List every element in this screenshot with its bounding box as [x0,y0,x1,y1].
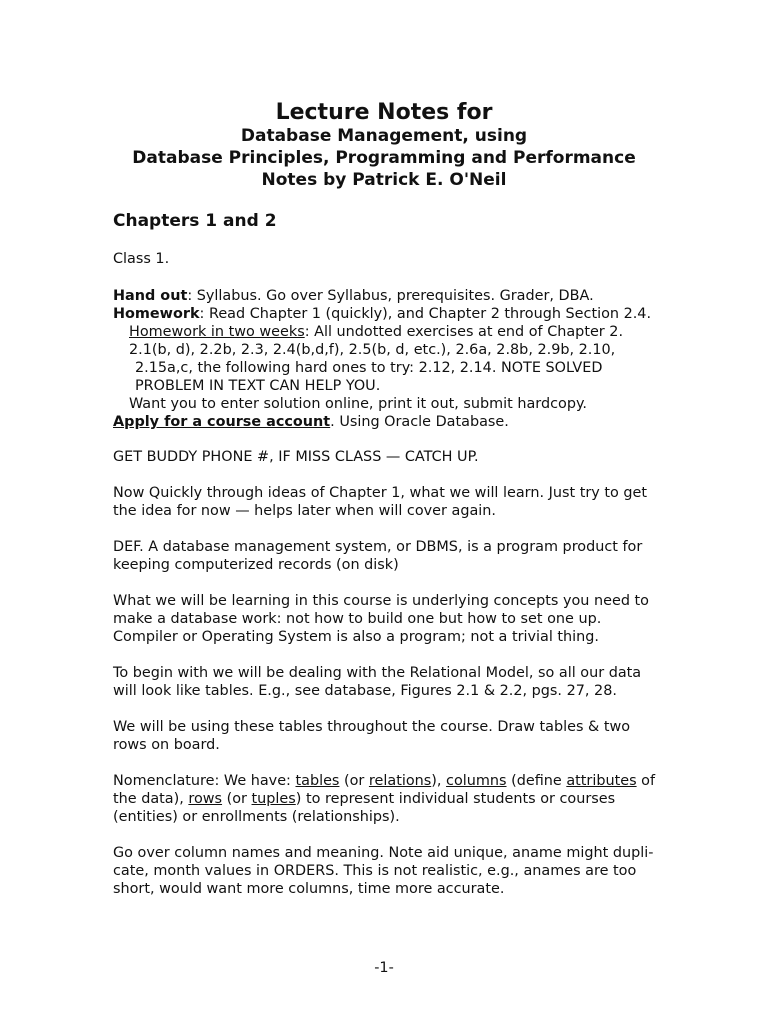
homework-two-weeks-label: Homework in two weeks [129,324,305,340]
term-tuples: tuples [251,791,296,807]
homework-label: Homework [113,306,200,322]
paragraph-quickly-line2: the idea for now — helps later when will cover again. [113,503,496,519]
buddy-line: GET BUDDY PHONE #, IF MISS CLASS — CATCH UP. [113,449,479,465]
paragraph-learning-line2: make a database work: not how to build one but how to set one up. [113,611,602,627]
homework-exercises-line2: 2.15a,c, the following hard ones to try: 2.12, 2.14. NOTE SOLVED [135,360,603,376]
paragraph-tables-line2: rows on board. [113,737,220,753]
nomenclature-text: (or [339,773,369,789]
section-heading: Chapters 1 and 2 [113,211,277,231]
paragraph-relational-line2: will look like tables. E.g., see database, Figures 2.1 & 2.2, pgs. 27, 28. [113,683,617,699]
term-columns: columns [446,773,507,789]
paragraph-quickly-line1: Now Quickly through ideas of Chapter 1, what we will learn. Just try to get [113,485,647,501]
doc-title: Lecture Notes for [275,100,493,125]
paragraph-columns-line1: Go over column names and meaning. Note aid unique, aname might dupli- [113,845,654,861]
nomenclature-line2 [113,790,615,808]
paragraph-def-line1: DEF. A database management system, or DBMS, is a program product for [113,539,643,555]
paragraph-columns-line3: short, would want more columns, time more accurate. [113,881,505,897]
homework-exercises-line3: PROBLEM IN TEXT CAN HELP YOU. [135,378,381,394]
homework-line [113,305,651,323]
term-relations: relations [368,773,432,789]
nomenclature-line3: (entities) or enrollments (relationships). [113,809,400,825]
doc-subtitle-line1: Database Management, using [240,126,528,146]
nomenclature-text: ) to represent individual students or courses [295,791,616,807]
doc-subtitle-line2: Database Principles, Programming and Performance [132,148,636,168]
paragraph-relational-line1: To begin with we will be dealing with the Relational Model, so all our data [113,665,642,681]
term-rows: rows [188,791,223,807]
paragraph-columns-line2: cate, month values in ORDERS. This is not realistic, e.g., anames are too [113,863,637,879]
paragraph-tables-line1: We will be using these tables throughout the course. Draw tables & two [113,719,631,735]
handout-text: : Syllabus. Go over Syllabus, prerequisites. Grader, DBA. [187,288,594,304]
nomenclature-text: the data), [113,791,189,807]
nomenclature-text: (define [506,773,567,789]
homework-text: : Read Chapter 1 (quickly), and Chapter 2 through Section 2.4. [199,306,652,322]
paragraph-def-line2: keeping computerized records (on disk) [113,557,399,573]
page-number: -1- [374,960,394,976]
homework-two-weeks-line [129,323,623,341]
paragraph-learning-line1: What we will be learning in this course is underlying concepts you need to [113,593,649,609]
handout-label: Hand out [113,288,188,304]
nomenclature-text: of [636,773,656,789]
term-attributes: attributes [566,773,637,789]
homework-two-weeks-text: : All undotted exercises at end of Chapter 2. [304,324,624,340]
doc-author: Notes by Patrick E. O'Neil [261,170,507,190]
nomenclature-text: ), [431,773,447,789]
course-account-line [113,413,509,431]
homework-exercises-line1: 2.1(b, d), 2.2b, 2.3, 2.4(b,d,f), 2.5(b, d, etc.), 2.6a, 2.8b, 2.9b, 2.10, [129,342,616,358]
nomenclature-intro: Nomenclature: We have: [113,773,296,789]
paragraph-learning-line3: Compiler or Operating System is also a program; not a trivial thing. [113,629,599,645]
nomenclature-line1 [113,772,655,790]
handout-line [113,287,594,305]
class-label: Class 1. [113,251,170,267]
course-account-text: . Using Oracle Database. [330,414,509,430]
nomenclature-text: (or [222,791,252,807]
course-account-label: Apply for a course account [113,414,331,430]
term-tables: tables [295,773,340,789]
homework-submit-line: Want you to enter solution online, print it out, submit hardcopy. [129,396,587,412]
